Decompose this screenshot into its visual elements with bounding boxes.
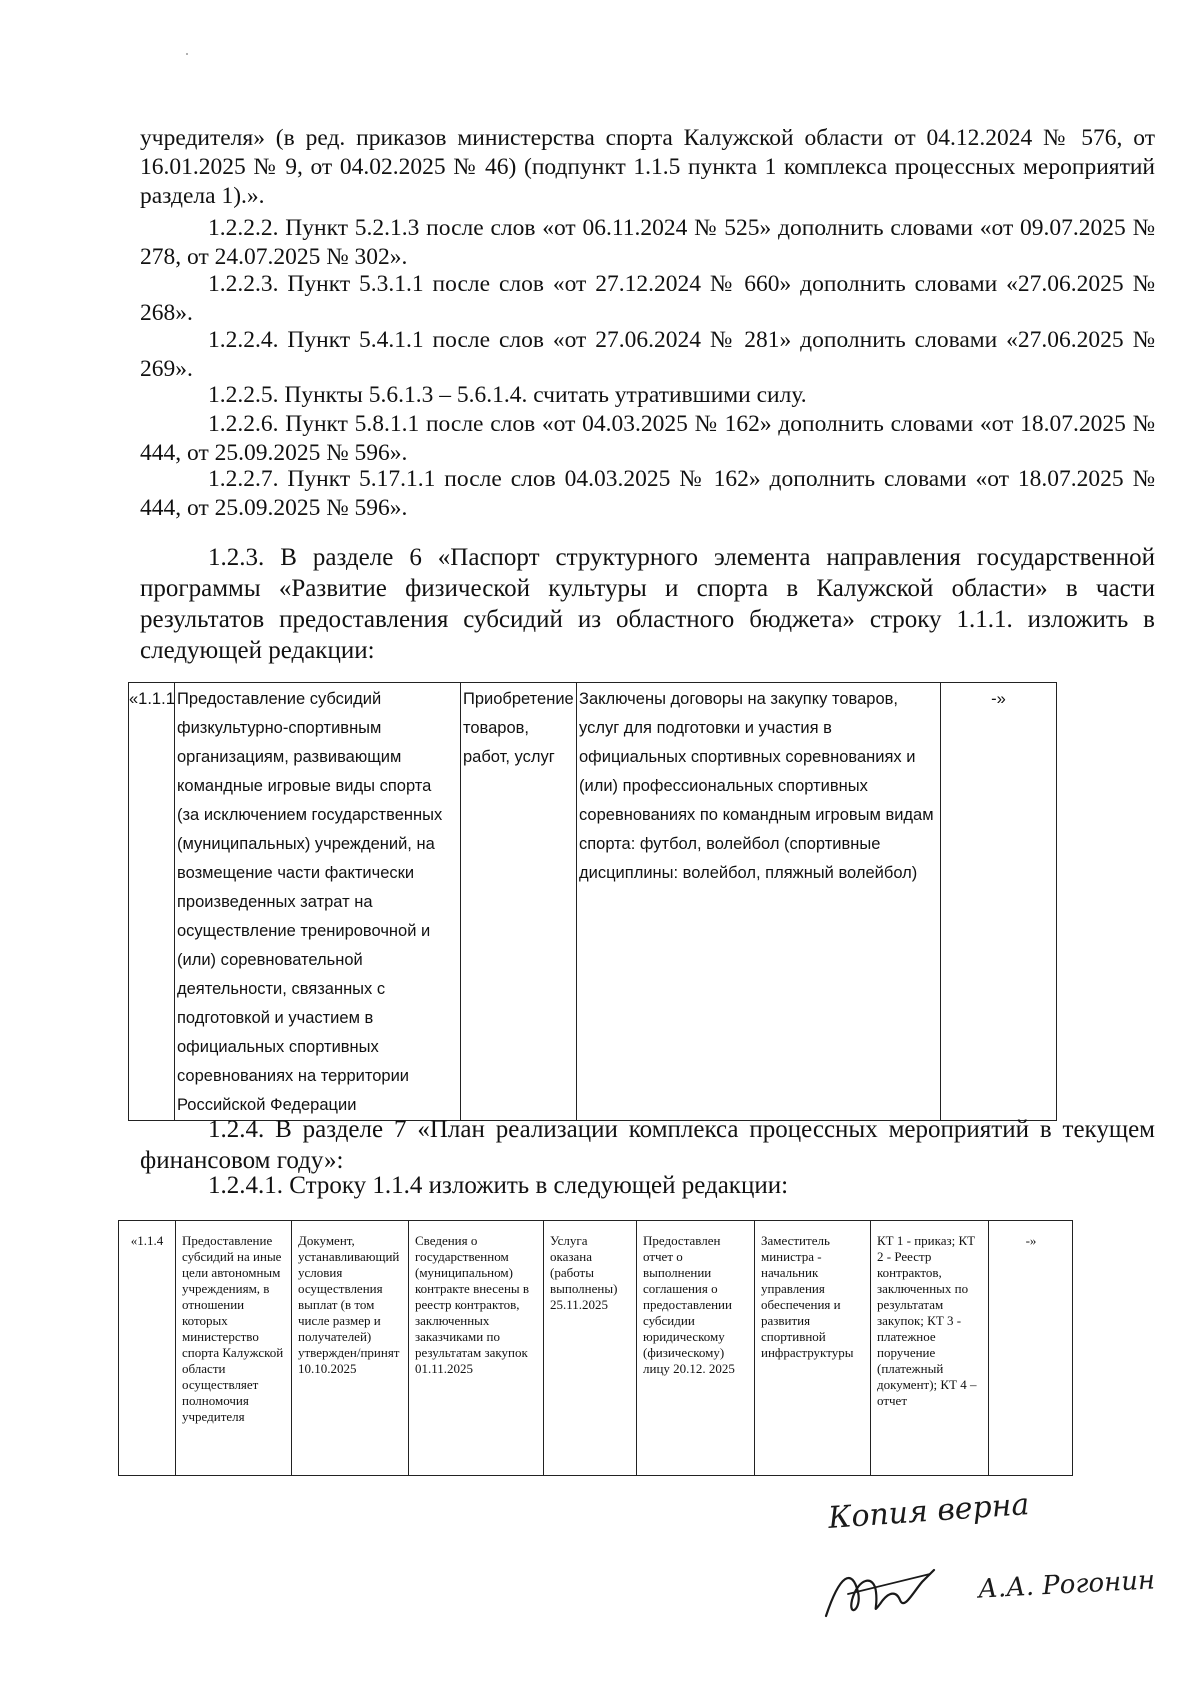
table-cell (871, 1221, 989, 1476)
table-cell (176, 1221, 292, 1476)
table-cell (577, 683, 941, 1121)
paragraph-1-2-2-6: 1.2.2.6. Пункт 5.8.1.1 после слов «от 04.03.2025 № 162» дополнить словами «от 18.07.2025 № 444, от 25.09.2025 № 596». (140, 411, 1155, 466)
table-cell (941, 683, 1057, 1121)
table-cell (755, 1221, 871, 1476)
checkpoint-document: Документ, устанавливающий условия осуществления выплат (в том числе размер и получателей) утвержден/принят 10.10.2025 (298, 1233, 400, 1376)
signature-mark (818, 1534, 968, 1634)
table-cell (129, 683, 175, 1121)
table-cell (175, 683, 461, 1121)
row-number: «1.1.4 (130, 1233, 164, 1248)
table-row (119, 1221, 1073, 1476)
paragraph-1-2-2-3: 1.2.2.3. Пункт 5.3.1.1 после слов «от 27.12.2024 № 660» дополнить словами «27.06.2025 № 268». (140, 271, 1155, 326)
checkpoint-documents: КТ 1 - приказ; КТ 2 - Реестр контрактов, заключенных по результатам закупок; КТ 3 - платежное поручение (платежный документ); КТ 4 – отчет (877, 1233, 977, 1408)
scan-speck (186, 53, 188, 55)
table-cell (292, 1221, 409, 1476)
signatory-name: А.А. Рогонин (977, 1565, 1156, 1605)
checkpoint-contract: Сведения о государственном (муниципальном) контракте внесены в реестр контрактов, заключенных заказчиками по результатам закупок 01.11.2025 (415, 1233, 530, 1376)
row-end-mark: -» (1025, 1233, 1037, 1248)
paragraph-1-2-4-1: 1.2.4.1. Строку 1.1.4 изложить в следующей редакции: (208, 1172, 789, 1199)
paragraph-1-2-2-7: 1.2.2.7. Пункт 5.17.1.1 после слов 04.03.2025 № 162» дополнить словами «от 18.07.2025 № 444, от 25.09.2025 № 596». (140, 466, 1155, 521)
checkpoint-service: Услуга оказана (работы выполнены) 25.11.2025 (550, 1233, 618, 1312)
paragraph-1-2-2-4: 1.2.2.4. Пункт 5.4.1.1 после слов «от 27.06.2024 № 281» дополнить словами «27.06.2025 № 269». (140, 327, 1155, 382)
copy-note-handwritten: Копия верна (827, 1487, 1031, 1536)
table-cell (409, 1221, 544, 1476)
table-cell (989, 1221, 1073, 1476)
paragraph-1-2-4: 1.2.4. В разделе 7 «План реализации комплекса процессных мероприятий в текущем финансовом году»: (140, 1116, 1155, 1174)
table-row (129, 683, 1057, 1121)
event-result: Заключены договоры на закупку товаров, услуг для подготовки и участия в официальных спортивных соревнованиях и (или) профессиональных спортивных соревнованиях по командным игровым видам спорта: футбол, волейбол (спортивные дисциплины: волейбол, пляжный волейбол) (579, 690, 934, 882)
paragraph-1-2-3: 1.2.3. В разделе 6 «Паспорт структурного элемента направления государственной программы «Развитие физической культуры и спорта в Калужской области» в части результатов предоставления субсидий из областного бюджета» строку 1.1.1. изложить в следующей редакции: (140, 544, 1155, 664)
table-section-7-row (118, 1220, 1073, 1476)
paragraph-1-2-2-2: 1.2.2.2. Пункт 5.2.1.3 после слов «от 06.11.2024 № 525» дополнить словами «от 09.07.2025 № 278, от 24.07.2025 № 302». (140, 215, 1155, 270)
table-cell (119, 1221, 176, 1476)
event-name: Предоставление субсидий физкультурно-спортивным организациям, развивающим командные игровые виды спорта (за исключением государственных (муниципальных) учреждений, на возмещение части фактически произведенных затрат на осуществление тренировочной и (или) соревновательной деятельности, связанных с подготовкой и участием в официальных спортивных соревнованиях на территории Российской Федерации (177, 690, 443, 1114)
table-cell (637, 1221, 755, 1476)
event-name: Предоставление субсидий на иные цели автономным учреждениям, в отношении которых министерство спорта Калужской области осуществляет полномочия учредителя (182, 1233, 284, 1424)
table-cell (461, 683, 577, 1121)
event-type: Приобретение товаров, работ, услуг (463, 690, 574, 766)
row-end-mark: -» (991, 690, 1006, 708)
checkpoint-report: Предоставлен отчет о выполнении соглашения о предоставлении субсидии юридическому (физическому) лицу 20.12. 2025 (643, 1233, 735, 1376)
paragraph-1-2-2-5: 1.2.2.5. Пункты 5.6.1.3 – 5.6.1.4. считать утратившими силу. (208, 382, 807, 408)
responsible-person: Заместитель министра - начальник управления обеспечения и развития спортивной инфраструктуры (761, 1233, 854, 1360)
row-number: «1.1.1 (129, 690, 175, 708)
table-section-6-row (128, 682, 1057, 1121)
paragraph-continuation: учредителя» (в ред. приказов министерства спорта Калужской области от 04.12.2024 № 576, от 16.01.2025 № 9, от 04.02.2025 № 46) (подпункт 1.1.5 пункта 1 комплекса процессных мероприятий раздела 1).». (140, 125, 1155, 209)
table-cell (544, 1221, 637, 1476)
